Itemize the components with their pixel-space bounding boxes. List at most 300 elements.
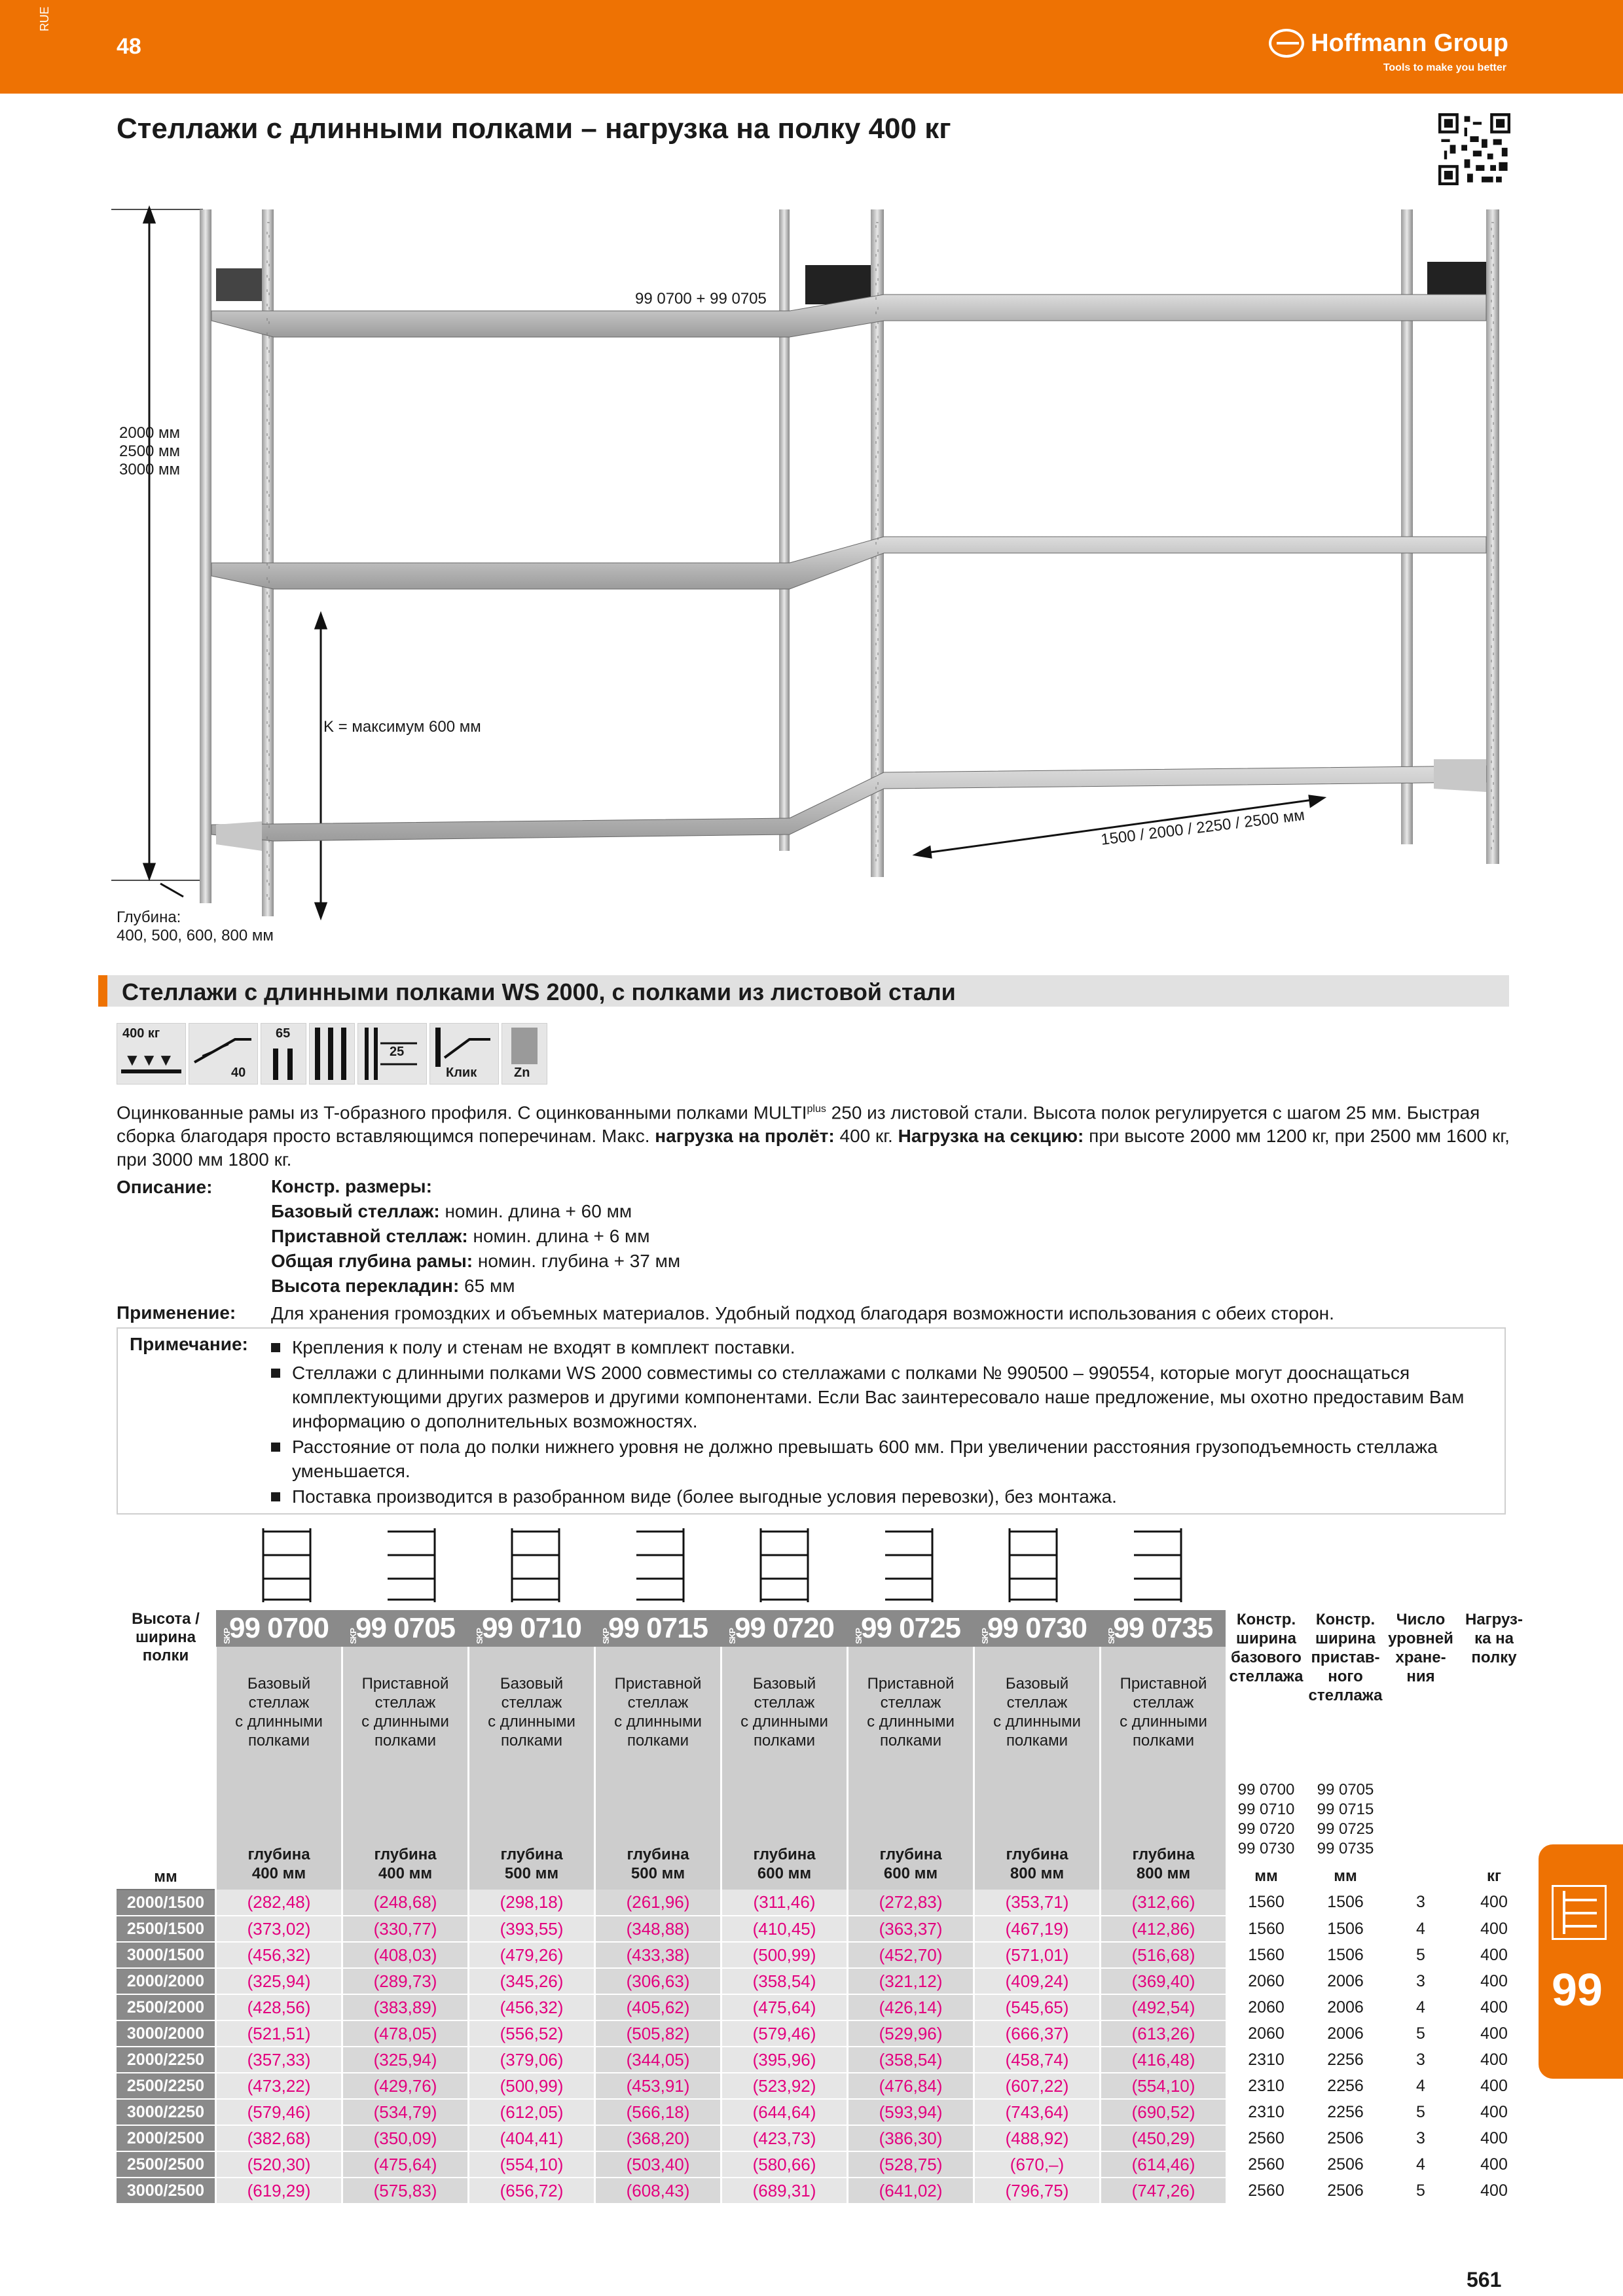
side-header-list: 99 0705 99 0715 99 0725 99 0735 xyxy=(1317,1781,1374,1857)
page-top-number: 48 xyxy=(117,34,141,59)
feature-icons xyxy=(117,1023,547,1085)
desc-key: Базовый стеллаж: xyxy=(271,1201,440,1221)
weight-cell[interactable]: (433,38) xyxy=(595,1942,721,1968)
weight-cell[interactable]: (456,32) xyxy=(469,1994,595,2020)
weight-cell[interactable]: (450,29) xyxy=(1101,2125,1227,2151)
weight-cell[interactable]: (566,18) xyxy=(595,2099,721,2125)
weight-cell[interactable]: (545,65) xyxy=(974,1994,1101,2020)
description-line xyxy=(271,1274,680,1299)
spec-cell: 4 xyxy=(1385,1916,1457,1942)
weight-cell[interactable]: (452,70) xyxy=(848,1942,974,1968)
weight-cell[interactable]: (554,10) xyxy=(469,2151,595,2178)
weight-cell[interactable]: (282,48) xyxy=(216,1890,342,1916)
add-on-shelf-pictogram xyxy=(883,1525,935,1604)
sku-tag: SKP xyxy=(221,1628,232,1644)
side-header-1 xyxy=(1306,1610,1385,1890)
intro-part-3: 400 кг. xyxy=(834,1126,898,1147)
article-depth: глубина 500 мм xyxy=(627,1846,689,1882)
article-description xyxy=(1101,1647,1227,1890)
weight-cell[interactable]: (500,99) xyxy=(721,1942,848,1968)
side-header-title: Констр. ширина базового стеллажа xyxy=(1229,1611,1304,1685)
article-depth: глубина 800 мм xyxy=(1132,1846,1195,1882)
desc-value: номин. глубина + 37 мм xyxy=(473,1251,681,1271)
weight-cell[interactable]: (670,–) xyxy=(974,2151,1101,2178)
weight-cell[interactable]: (520,30) xyxy=(216,2151,342,2178)
spec-cell: 2060 xyxy=(1226,1994,1306,2020)
row-dimension: 3000/2000 xyxy=(117,2020,216,2047)
intro-sup: plus xyxy=(807,1103,826,1115)
shelving-illustration xyxy=(111,196,1512,962)
spec-cell: 2060 xyxy=(1226,2020,1306,2047)
weight-cell[interactable]: (358,54) xyxy=(721,1968,848,1994)
article-description xyxy=(216,1647,342,1890)
article-description xyxy=(342,1647,469,1890)
spec-cell: 1560 xyxy=(1226,1916,1306,1942)
article-description xyxy=(721,1647,848,1890)
section-title: Стеллажи с длинными полками WS 2000, с полками из листовой стали xyxy=(122,978,956,1005)
weight-cell[interactable]: (363,37) xyxy=(848,1916,974,1942)
application-text: Для хранения громоздких и объемных материалов. Удобный подход благодаря возможности использования с обеих сторон. xyxy=(271,1303,1334,1323)
note-list xyxy=(270,1335,1501,1510)
table-row xyxy=(117,1890,1531,1916)
weight-cell[interactable]: (429,76) xyxy=(342,2073,469,2099)
weight-cell[interactable]: (554,10) xyxy=(1101,2073,1227,2099)
spec-cell: 3 xyxy=(1385,1890,1457,1916)
spec-cell: 3 xyxy=(1385,1968,1457,1994)
spec-cell: 2006 xyxy=(1306,1994,1385,2020)
weight-cell[interactable]: (473,22) xyxy=(216,2073,342,2099)
weight-cell[interactable]: (690,52) xyxy=(1101,2099,1227,2125)
length-dimension-label: 1500 / 2000 / 2250 / 2500 мм xyxy=(1100,806,1306,849)
article-description xyxy=(848,1647,974,1890)
spec-cell: 2256 xyxy=(1306,2073,1385,2099)
intro-part-2: 250 из листовой стали. Высота полок регулируется с шагом 25 мм. Быстрая сборка благодаря просто вставляющимся поперечинам. Макс. xyxy=(117,1102,1480,1147)
side-header-title: Нагруз- ка на полку xyxy=(1465,1611,1523,1666)
row-dimension: 2500/2500 xyxy=(117,2151,216,2178)
article-number-99-0705[interactable] xyxy=(342,1610,469,1647)
weight-cell[interactable]: (521,51) xyxy=(216,2020,342,2047)
height-dimension-label: 2000 мм 2500 мм 3000 мм xyxy=(119,424,181,478)
row-dimension: 2500/2000 xyxy=(117,1994,216,2020)
spec-cell: 400 xyxy=(1457,1994,1531,2020)
spec-cell: 1560 xyxy=(1226,1942,1306,1968)
weight-cell[interactable]: (612,05) xyxy=(469,2099,595,2125)
weight-cell[interactable]: (556,52) xyxy=(469,2020,595,2047)
weight-cell[interactable]: (503,40) xyxy=(595,2151,721,2178)
brand[interactable] xyxy=(1269,29,1508,58)
sku-tag: SKP xyxy=(979,1628,990,1644)
spec-cell: 2006 xyxy=(1306,2020,1385,2047)
article-depth: глубина 800 мм xyxy=(1006,1846,1068,1882)
row-dimension: 2000/2500 xyxy=(117,2125,216,2151)
side-header-title: Констр. ширина пристав- ного стеллажа xyxy=(1308,1611,1383,1704)
description-line xyxy=(271,1199,680,1224)
connector-label: 99 0700 + 99 0705 xyxy=(635,290,767,308)
article-depth: глубина 400 мм xyxy=(374,1846,437,1882)
desc-value: номин. длина + 6 мм xyxy=(467,1226,650,1246)
spec-cell: 4 xyxy=(1385,2151,1457,2178)
desc-key: Высота перекладин: xyxy=(271,1276,460,1296)
weight-cell[interactable]: (409,24) xyxy=(974,1968,1101,1994)
weight-cell[interactable]: (467,19) xyxy=(974,1916,1101,1942)
brand-tagline: Tools to make you better xyxy=(1383,62,1506,73)
spec-cell: 2506 xyxy=(1306,2178,1385,2204)
spec-cell: 2560 xyxy=(1226,2178,1306,2204)
row-dimension: 3000/1500 xyxy=(117,1942,216,1968)
frame-profile-icon xyxy=(261,1023,306,1085)
table-row xyxy=(117,2073,1531,2099)
spec-cell: 1560 xyxy=(1226,1890,1306,1916)
table-row xyxy=(117,2047,1531,2073)
weight-cell[interactable]: (619,29) xyxy=(216,2178,342,2204)
weight-cell[interactable]: (479,26) xyxy=(469,1942,595,1968)
base-shelf-pictogram xyxy=(758,1525,811,1604)
angle-value: 40 xyxy=(231,1066,246,1080)
weight-cell[interactable]: (475,64) xyxy=(342,2151,469,2178)
sku-tag: SKP xyxy=(348,1628,358,1644)
side-header-2 xyxy=(1385,1610,1457,1890)
note-item: Поставка производится в разобранном виде (более выгодные условия перевозки), без монтажа. xyxy=(270,1484,1501,1509)
description-line xyxy=(271,1249,680,1274)
article-number-99-0720[interactable] xyxy=(721,1610,848,1647)
spec-cell: 5 xyxy=(1385,2178,1457,2204)
k-dimension-label: K = максимум 600 мм xyxy=(323,718,481,736)
weight-cell[interactable]: (478,05) xyxy=(342,2020,469,2047)
spec-cell: 2506 xyxy=(1306,2151,1385,2178)
table-row xyxy=(117,2178,1531,2204)
intro-text xyxy=(117,1098,1524,1172)
dimension-header-title: Высота / ширина полки xyxy=(132,1610,200,1664)
article-depth: глубина 500 мм xyxy=(500,1846,563,1882)
article-depth: глубина 600 мм xyxy=(879,1846,942,1882)
article-depth: глубина 400 мм xyxy=(247,1846,310,1882)
article-number: 99 0720 xyxy=(734,1612,835,1644)
weight-cell[interactable]: (386,30) xyxy=(848,2125,974,2151)
add-on-shelf-pictogram xyxy=(634,1525,686,1604)
spec-cell: 5 xyxy=(1385,2099,1457,2125)
weight-cell[interactable]: (321,12) xyxy=(848,1968,974,1994)
spec-cell: 400 xyxy=(1457,2020,1531,2047)
weight-cell[interactable]: (325,94) xyxy=(342,2047,469,2073)
side-header-unit: кг xyxy=(1486,1867,1501,1885)
load-value: 400 кг xyxy=(122,1026,160,1041)
weight-cell[interactable]: (248,68) xyxy=(342,1890,469,1916)
description-label: Описание: xyxy=(117,1177,213,1197)
weight-cell[interactable]: (666,37) xyxy=(974,2020,1101,2047)
spec-cell: 2060 xyxy=(1226,1968,1306,1994)
article-type: Базовый стеллаж с длинными полками xyxy=(740,1675,828,1750)
brand-name: Hoffmann Group xyxy=(1311,29,1508,57)
table-row xyxy=(117,2020,1531,2047)
product-table xyxy=(117,1610,1531,2204)
weight-cell[interactable]: (614,46) xyxy=(1101,2151,1227,2178)
weight-cell[interactable]: (579,46) xyxy=(721,2020,848,2047)
article-type: Приставной стеллаж с длинными полками xyxy=(361,1675,449,1750)
table-row xyxy=(117,2099,1531,2125)
weight-cell[interactable]: (456,32) xyxy=(216,1942,342,1968)
table-row xyxy=(117,2151,1531,2178)
intro-bold-1: нагрузка на пролёт: xyxy=(655,1126,835,1147)
weight-cell[interactable]: (492,54) xyxy=(1101,1994,1227,2020)
article-number-99-0715[interactable] xyxy=(595,1610,721,1647)
intro-bold-2: Нагрузка на секцию: xyxy=(898,1126,1084,1147)
weight-cell[interactable]: (426,14) xyxy=(848,1994,974,2020)
weight-cell[interactable]: (357,33) xyxy=(216,2047,342,2073)
weight-cell[interactable]: (523,92) xyxy=(721,2073,848,2099)
spec-cell: 2560 xyxy=(1226,2151,1306,2178)
weight-cell[interactable]: (644,64) xyxy=(721,2099,848,2125)
spec-cell: 5 xyxy=(1385,2020,1457,2047)
weight-cell[interactable]: (345,26) xyxy=(469,1968,595,1994)
weight-cell[interactable]: (534,79) xyxy=(342,2099,469,2125)
spec-cell: 2310 xyxy=(1226,2073,1306,2099)
row-dimension: 2500/2250 xyxy=(117,2073,216,2099)
add-on-shelf-pictogram xyxy=(385,1525,437,1604)
profile-value: 65 xyxy=(276,1026,291,1041)
brand-logo-icon xyxy=(1269,29,1304,58)
click-icon xyxy=(429,1023,499,1085)
zinc-icon xyxy=(501,1023,547,1085)
description-heading: Констр. размеры: xyxy=(271,1176,432,1196)
application-label: Применение: xyxy=(117,1302,236,1323)
weight-cell[interactable]: (395,96) xyxy=(721,2047,848,2073)
weight-cell[interactable]: (311,46) xyxy=(721,1890,848,1916)
spec-cell: 1506 xyxy=(1306,1916,1385,1942)
article-depth: глубина 600 мм xyxy=(753,1846,816,1882)
weight-cell[interactable]: (408,03) xyxy=(342,1942,469,1968)
spec-cell: 2256 xyxy=(1306,2047,1385,2073)
intro-part-4: при высоте 2000 мм 1200 кг, при 2500 мм 1600 кг, при 3000 мм 1800 кг. xyxy=(117,1126,1510,1170)
weight-cell[interactable]: (516,68) xyxy=(1101,1942,1227,1968)
row-dimension: 3000/2500 xyxy=(117,2178,216,2204)
weight-cell[interactable]: (272,83) xyxy=(848,1890,974,1916)
shelf-angle-icon xyxy=(189,1023,258,1085)
weight-cell[interactable]: (298,18) xyxy=(469,1890,595,1916)
weight-cell[interactable]: (747,26) xyxy=(1101,2178,1227,2204)
spec-cell: 1506 xyxy=(1306,1942,1385,1968)
spec-cell: 3 xyxy=(1385,2125,1457,2151)
dimension-header-unit: мм xyxy=(154,1868,177,1886)
weight-cell[interactable]: (475,64) xyxy=(721,1994,848,2020)
table-row xyxy=(117,1968,1531,1994)
weight-cell[interactable]: (382,68) xyxy=(216,2125,342,2151)
weight-cell[interactable]: (593,94) xyxy=(848,2099,974,2125)
chapter-tab[interactable] xyxy=(1539,1844,1623,2079)
weight-cell[interactable]: (330,77) xyxy=(342,1916,469,1942)
spec-cell: 400 xyxy=(1457,1968,1531,1994)
note-item: Крепления к полу и стенам не входят в комплект поставки. xyxy=(270,1335,1501,1359)
spec-cell: 2256 xyxy=(1306,2099,1385,2125)
pitch-icon xyxy=(309,1023,355,1085)
weight-cell[interactable]: (476,84) xyxy=(848,2073,974,2099)
weight-cell[interactable]: (325,94) xyxy=(216,1968,342,1994)
spec-cell: 5 xyxy=(1385,1942,1457,1968)
spec-cell: 3 xyxy=(1385,2047,1457,2073)
base-shelf-pictogram xyxy=(261,1525,313,1604)
row-dimension: 2000/1500 xyxy=(117,1890,216,1916)
weight-cell[interactable]: (580,66) xyxy=(721,2151,848,2178)
weight-cell[interactable]: (608,43) xyxy=(595,2178,721,2204)
spec-cell: 4 xyxy=(1385,1994,1457,2020)
load-icon xyxy=(117,1023,186,1085)
weight-cell[interactable]: (528,75) xyxy=(848,2151,974,2178)
sku-tag: SKP xyxy=(600,1628,611,1644)
weight-cell[interactable]: (393,55) xyxy=(469,1916,595,1942)
weight-cell[interactable]: (579,46) xyxy=(216,2099,342,2125)
weight-cell[interactable]: (529,96) xyxy=(848,2020,974,2047)
spec-cell: 2560 xyxy=(1226,2125,1306,2151)
weight-cell[interactable]: (423,73) xyxy=(721,2125,848,2151)
desc-key: Приставной стеллаж: xyxy=(271,1226,468,1246)
row-dimension: 2000/2250 xyxy=(117,2047,216,2073)
article-number-99-0730[interactable] xyxy=(974,1610,1101,1647)
weight-cell[interactable]: (348,88) xyxy=(595,1916,721,1942)
article-type: Приставной стеллаж с длинными полками xyxy=(1120,1675,1207,1750)
chapter-number: 99 xyxy=(1552,1964,1603,2015)
article-number: 99 0735 xyxy=(1113,1612,1213,1644)
row-dimension: 2000/2000 xyxy=(117,1968,216,1994)
article-description xyxy=(595,1647,721,1890)
weight-cell[interactable]: (575,83) xyxy=(342,2178,469,2204)
weight-cell[interactable]: (743,64) xyxy=(974,2099,1101,2125)
sku-tag: SKP xyxy=(1106,1628,1116,1644)
weight-cell[interactable]: (306,63) xyxy=(595,1968,721,1994)
weight-cell[interactable]: (379,06) xyxy=(469,2047,595,2073)
spec-cell: 400 xyxy=(1457,2125,1531,2151)
table-row xyxy=(117,1916,1531,1942)
side-header-unit: мм xyxy=(1334,1867,1357,1885)
weight-cell[interactable]: (571,01) xyxy=(974,1942,1101,1968)
article-number: 99 0710 xyxy=(481,1612,582,1644)
table-row xyxy=(117,1994,1531,2020)
row-dimension: 3000/2250 xyxy=(117,2099,216,2125)
side-header-unit: мм xyxy=(1254,1867,1278,1885)
sku-tag: SKP xyxy=(853,1628,864,1644)
note-item: Расстояние от пола до полки нижнего уровня не должно превышать 600 мм. При увеличении расстояния грузоподъемность стеллажа уменьшается. xyxy=(270,1435,1501,1483)
article-description xyxy=(974,1647,1101,1890)
spec-cell: 400 xyxy=(1457,2047,1531,2073)
note-item: Стеллажи с длинными полками WS 2000 совместимы со стеллажами с полками № 990500 – 990554, которые могут дооснащаться комплектующими других размеров и другими компонентами. Если Вас заинтересовало наше предложение, мы охотно предоставим Вам информацию о дополнительных возможностях. xyxy=(270,1361,1501,1433)
desc-value: номин. длина + 60 мм xyxy=(439,1201,632,1221)
qr-code-icon[interactable] xyxy=(1438,113,1510,186)
weight-cell[interactable]: (410,45) xyxy=(721,1916,848,1942)
shelving-tab-icon xyxy=(1552,1885,1607,1940)
weight-cell[interactable]: (613,26) xyxy=(1101,2020,1227,2047)
side-code: RUE xyxy=(38,6,51,31)
load-base-bar xyxy=(121,1069,181,1073)
weight-cell[interactable]: (405,62) xyxy=(595,1994,721,2020)
weight-cell[interactable]: (641,02) xyxy=(848,2178,974,2204)
dimension-header xyxy=(117,1610,216,1890)
weight-cell[interactable]: (383,89) xyxy=(342,1994,469,2020)
article-number-99-0710[interactable] xyxy=(469,1610,595,1647)
weight-cell[interactable]: (458,74) xyxy=(974,2047,1101,2073)
weight-cell[interactable]: (412,86) xyxy=(1101,1916,1227,1942)
side-header-list: 99 0700 99 0710 99 0720 99 0730 xyxy=(1237,1781,1295,1857)
weight-cell[interactable]: (350,09) xyxy=(342,2125,469,2151)
spec-cell: 2506 xyxy=(1306,2125,1385,2151)
article-number-99-0735[interactable] xyxy=(1101,1610,1227,1647)
article-number-99-0725[interactable] xyxy=(848,1610,974,1647)
sku-tag: SKP xyxy=(727,1628,737,1644)
side-header-title: Число уровней хране- ния xyxy=(1388,1611,1453,1685)
article-type: Базовый стеллаж с длинными полками xyxy=(235,1675,323,1750)
description-block xyxy=(271,1174,680,1299)
pitch-25-icon xyxy=(357,1023,427,1085)
spec-cell: 2006 xyxy=(1306,1968,1385,1994)
weight-cell[interactable]: (261,96) xyxy=(595,1890,721,1916)
spec-cell: 4 xyxy=(1385,2073,1457,2099)
article-type: Базовый стеллаж с длинными полками xyxy=(993,1675,1081,1750)
page-number: 561 xyxy=(1467,2268,1502,2291)
weight-cell[interactable]: (344,05) xyxy=(595,2047,721,2073)
spec-cell: 400 xyxy=(1457,1916,1531,1942)
article-type: Базовый стеллаж с длинными полками xyxy=(488,1675,575,1750)
weight-cell[interactable]: (488,92) xyxy=(974,2125,1101,2151)
weight-cell[interactable]: (404,41) xyxy=(469,2125,595,2151)
spec-cell: 1506 xyxy=(1306,1890,1385,1916)
weight-cell[interactable]: (796,75) xyxy=(974,2178,1101,2204)
weight-cell[interactable]: (607,22) xyxy=(974,2073,1101,2099)
article-description xyxy=(469,1647,595,1890)
depth-dimension-label: Глубина: 400, 500, 600, 800 мм xyxy=(117,908,274,944)
desc-key: Общая глубина рамы: xyxy=(271,1251,473,1271)
weight-cell[interactable]: (416,48) xyxy=(1101,2047,1227,2073)
weight-cell[interactable]: (353,71) xyxy=(974,1890,1101,1916)
arrows-glyph: ▼▼▼ xyxy=(124,1050,175,1069)
zinc-label: Zn xyxy=(514,1066,530,1080)
weight-cell[interactable]: (505,82) xyxy=(595,2020,721,2047)
article-type: Приставной стеллаж с длинными полками xyxy=(614,1675,702,1750)
spec-cell: 2310 xyxy=(1226,2099,1306,2125)
weight-cell[interactable]: (373,02) xyxy=(216,1916,342,1942)
spec-cell: 400 xyxy=(1457,1942,1531,1968)
row-dimension: 2500/1500 xyxy=(117,1916,216,1942)
base-shelf-pictogram xyxy=(509,1525,562,1604)
spec-cell: 400 xyxy=(1457,2151,1531,2178)
spec-cell: 400 xyxy=(1457,2178,1531,2204)
article-number: 99 0700 xyxy=(228,1612,329,1644)
description-line xyxy=(271,1224,680,1249)
desc-value: 65 мм xyxy=(459,1276,515,1296)
weight-cell[interactable]: (368,20) xyxy=(595,2125,721,2151)
spec-cell: 400 xyxy=(1457,2099,1531,2125)
article-number: 99 0715 xyxy=(608,1612,708,1644)
weight-cell[interactable]: (358,54) xyxy=(848,2047,974,2073)
weight-cell[interactable]: (428,56) xyxy=(216,1994,342,2020)
article-number: 99 0705 xyxy=(355,1612,456,1644)
weight-cell[interactable]: (689,31) xyxy=(721,2178,848,2204)
weight-cell[interactable]: (369,40) xyxy=(1101,1968,1227,1994)
side-header-0 xyxy=(1226,1610,1306,1890)
spec-cell: 400 xyxy=(1457,2073,1531,2099)
spec-cell: 400 xyxy=(1457,1890,1531,1916)
table-row xyxy=(117,1942,1531,1968)
sku-tag: SKP xyxy=(474,1628,484,1644)
weight-cell[interactable]: (453,91) xyxy=(595,2073,721,2099)
base-shelf-pictogram xyxy=(1007,1525,1059,1604)
weight-cell[interactable]: (312,66) xyxy=(1101,1890,1227,1916)
intro-part-1: Оцинкованные рамы из T-образного профиля. С оцинкованными полками MULTI xyxy=(117,1102,807,1123)
article-number: 99 0725 xyxy=(860,1612,961,1644)
note-label: Примечание: xyxy=(130,1334,248,1354)
weight-cell[interactable]: (656,72) xyxy=(469,2178,595,2204)
table-row xyxy=(117,2125,1531,2151)
weight-cell[interactable]: (289,73) xyxy=(342,1968,469,1994)
add-on-shelf-pictogram xyxy=(1131,1525,1184,1604)
weight-cell[interactable]: (500,99) xyxy=(469,2073,595,2099)
article-number-99-0700[interactable] xyxy=(216,1610,342,1647)
